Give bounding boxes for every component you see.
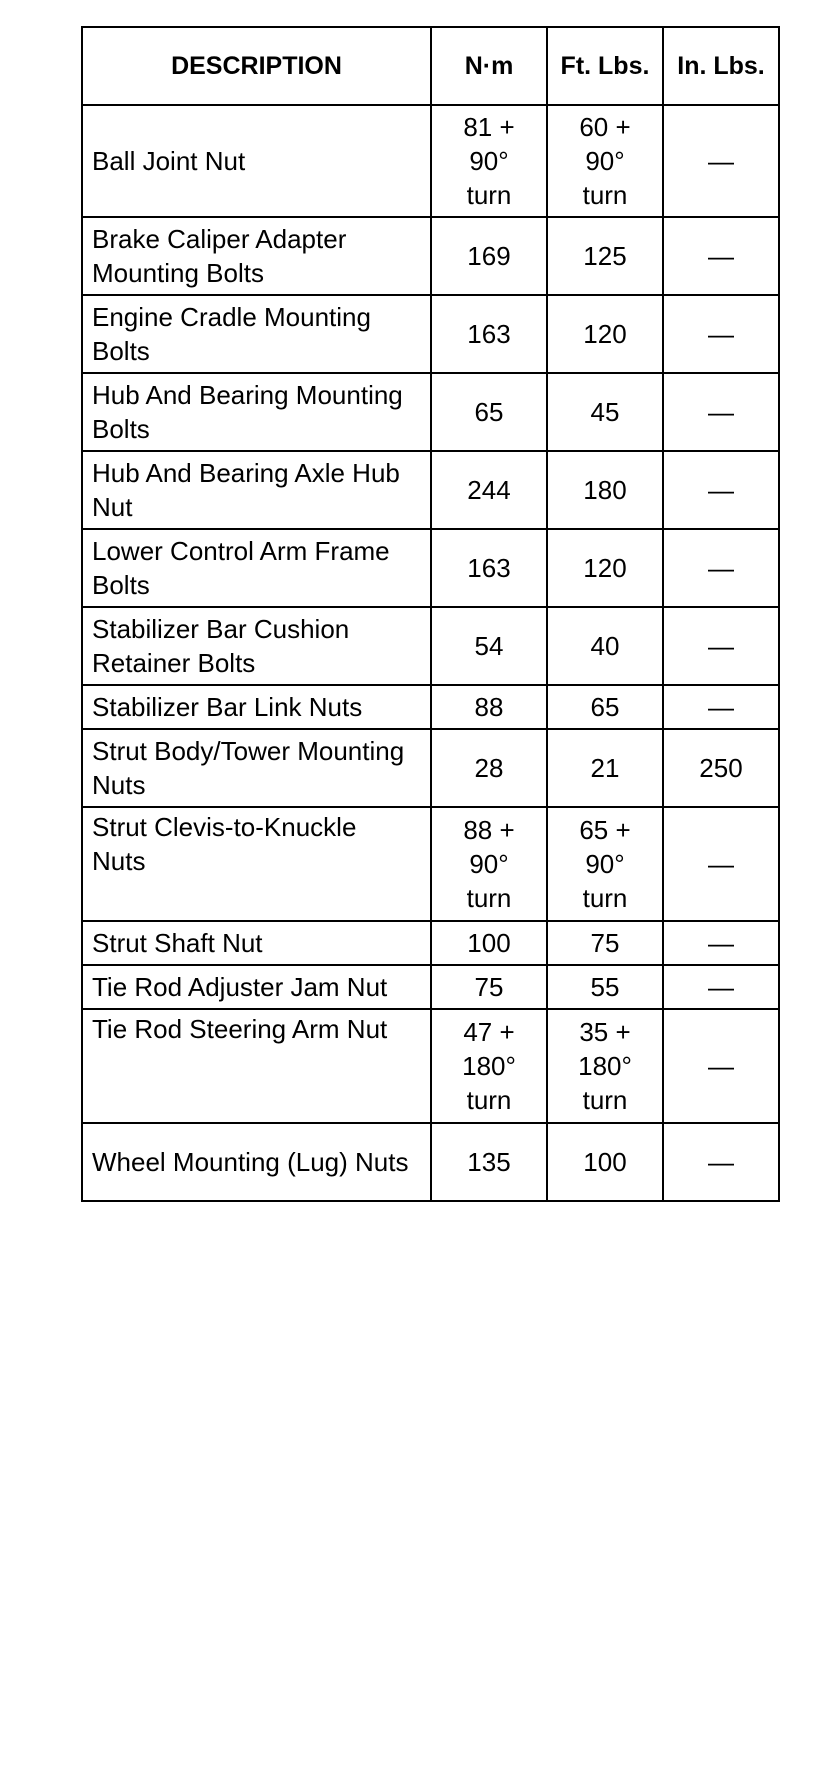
- table-row: [82, 1009, 779, 1123]
- cell-in-lbs: —: [663, 105, 779, 217]
- cell-description: Tie Rod Steering Arm Nut: [82, 1009, 431, 1123]
- cell-nm: 75: [431, 965, 547, 1009]
- cell-description: Stabilizer Bar Link Nuts: [82, 685, 431, 729]
- table-row: [82, 921, 779, 965]
- cell-nm: 163: [431, 529, 547, 607]
- table-row: [82, 807, 779, 921]
- table-row: [82, 373, 779, 451]
- cell-in-lbs: —: [663, 1009, 779, 1123]
- cell-ft-lbs: 120: [547, 295, 663, 373]
- cell-in-lbs: —: [663, 965, 779, 1009]
- torque-spec-table: [81, 26, 780, 1202]
- cell-in-lbs: —: [663, 685, 779, 729]
- table-row: [82, 1123, 779, 1201]
- table-header-row: [82, 27, 779, 105]
- cell-ft-lbs: 100: [547, 1123, 663, 1201]
- table-row: [82, 729, 779, 807]
- table-row: [82, 685, 779, 729]
- cell-ft-lbs: 125: [547, 217, 663, 295]
- cell-ft-lbs: 35 + 180° turn: [547, 1009, 663, 1123]
- cell-description: Strut Shaft Nut: [82, 921, 431, 965]
- table-row: [82, 105, 779, 217]
- cell-nm: 47 + 180° turn: [431, 1009, 547, 1123]
- cell-in-lbs: —: [663, 807, 779, 921]
- cell-description: Hub And Bearing Axle Hub Nut: [82, 451, 431, 529]
- cell-in-lbs: —: [663, 529, 779, 607]
- cell-in-lbs: —: [663, 373, 779, 451]
- cell-nm: 244: [431, 451, 547, 529]
- cell-nm: 163: [431, 295, 547, 373]
- cell-ft-lbs: 45: [547, 373, 663, 451]
- cell-ft-lbs: 21: [547, 729, 663, 807]
- table-row: [82, 607, 779, 685]
- cell-description: Stabilizer Bar Cushion Retainer Bolts: [82, 607, 431, 685]
- cell-ft-lbs: 120: [547, 529, 663, 607]
- cell-nm: 88: [431, 685, 547, 729]
- cell-description: Strut Clevis-to-Knuckle Nuts: [82, 807, 431, 921]
- header-nm: N·m: [431, 27, 547, 105]
- cell-description: Engine Cradle Mounting Bolts: [82, 295, 431, 373]
- table-row: [82, 529, 779, 607]
- cell-ft-lbs: 65 + 90° turn: [547, 807, 663, 921]
- cell-description: Hub And Bearing Mounting Bolts: [82, 373, 431, 451]
- cell-in-lbs: —: [663, 451, 779, 529]
- cell-description: Strut Body/Tower Mounting Nuts: [82, 729, 431, 807]
- cell-description: Wheel Mounting (Lug) Nuts: [82, 1123, 431, 1201]
- cell-nm: 54: [431, 607, 547, 685]
- cell-description: Brake Caliper Adapter Mounting Bolts: [82, 217, 431, 295]
- table-row: [82, 451, 779, 529]
- cell-ft-lbs: 55: [547, 965, 663, 1009]
- header-in-lbs: In. Lbs.: [663, 27, 779, 105]
- cell-ft-lbs: 75: [547, 921, 663, 965]
- cell-nm: 135: [431, 1123, 547, 1201]
- cell-ft-lbs: 65: [547, 685, 663, 729]
- cell-nm: 81 + 90° turn: [431, 105, 547, 217]
- cell-description: Tie Rod Adjuster Jam Nut: [82, 965, 431, 1009]
- cell-description: Ball Joint Nut: [82, 105, 431, 217]
- cell-in-lbs: —: [663, 607, 779, 685]
- table-row: [82, 295, 779, 373]
- cell-nm: 88 + 90° turn: [431, 807, 547, 921]
- table-row: [82, 217, 779, 295]
- cell-description: Lower Control Arm Frame Bolts: [82, 529, 431, 607]
- cell-in-lbs: 250: [663, 729, 779, 807]
- cell-nm: 28: [431, 729, 547, 807]
- cell-ft-lbs: 60 + 90° turn: [547, 105, 663, 217]
- cell-in-lbs: —: [663, 1123, 779, 1201]
- header-ft-lbs: Ft. Lbs.: [547, 27, 663, 105]
- header-description: DESCRIPTION: [82, 27, 431, 105]
- cell-ft-lbs: 40: [547, 607, 663, 685]
- cell-nm: 100: [431, 921, 547, 965]
- cell-in-lbs: —: [663, 217, 779, 295]
- cell-in-lbs: —: [663, 921, 779, 965]
- cell-nm: 169: [431, 217, 547, 295]
- cell-ft-lbs: 180: [547, 451, 663, 529]
- cell-nm: 65: [431, 373, 547, 451]
- table-row: [82, 965, 779, 1009]
- cell-in-lbs: —: [663, 295, 779, 373]
